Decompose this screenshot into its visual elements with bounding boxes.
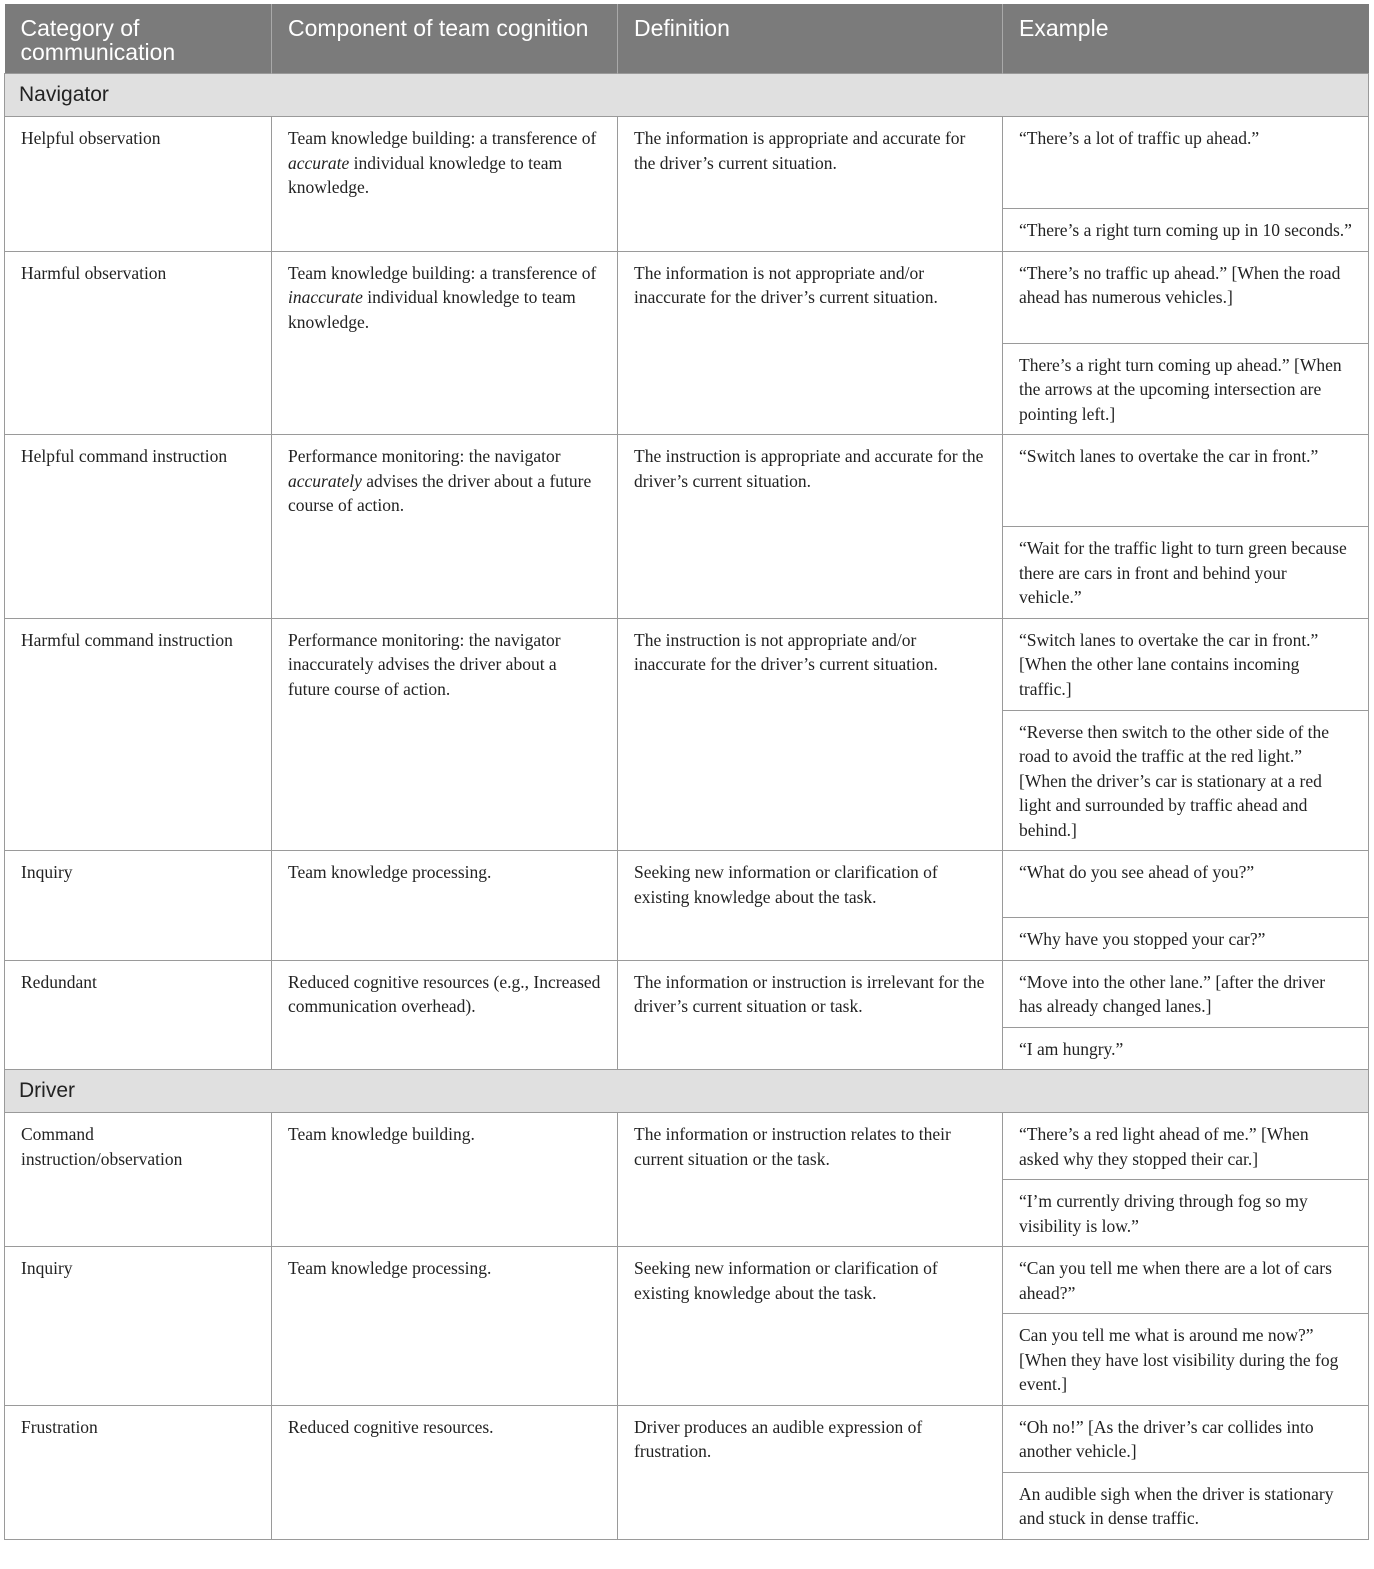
table-row bbox=[5, 618, 1369, 710]
section-row-navigator bbox=[5, 74, 1369, 117]
category-cell: Frustration bbox=[5, 1405, 272, 1539]
example-cell: “There’s no traffic up ahead.” [When the road ahead has numerous vehicles.] bbox=[1003, 251, 1369, 343]
category-cell: Helpful observation bbox=[5, 117, 272, 252]
example-cell: “Oh no!” [As the driver’s car collides into another vehicle.] bbox=[1003, 1405, 1369, 1472]
definition-cell: Seeking new information or clarification of existing knowledge about the task. bbox=[618, 851, 1003, 961]
header-category: Category of communication bbox=[5, 4, 272, 74]
definition-cell: The instruction is not appropriate and/or inaccurate for the driver’s current situation. bbox=[618, 618, 1003, 851]
category-cell: Inquiry bbox=[5, 1247, 272, 1406]
component-cell bbox=[272, 435, 618, 619]
communication-category-table bbox=[4, 4, 1369, 1540]
component-emphasis: inaccurate bbox=[288, 287, 363, 307]
component-cell: Performance monitoring: the navigator inaccurately advises the driver about a future course of action. bbox=[272, 618, 618, 851]
component-text: individual knowledge to team knowledge. bbox=[288, 152, 563, 197]
component-cell: Team knowledge processing. bbox=[272, 1247, 618, 1406]
example-cell: “I am hungry.” bbox=[1003, 1027, 1369, 1070]
table-row bbox=[5, 117, 1369, 209]
example-cell: “Wait for the traffic light to turn green because there are cars in front and behind your vehicle.” bbox=[1003, 527, 1369, 619]
example-cell: “There’s a right turn coming up in 10 seconds.” bbox=[1003, 209, 1369, 252]
component-cell bbox=[272, 251, 618, 435]
example-cell: “There’s a lot of traffic up ahead.” bbox=[1003, 117, 1369, 209]
component-cell bbox=[272, 117, 618, 252]
component-text: advises the driver about a future course of action. bbox=[288, 470, 592, 515]
category-cell: Helpful command instruction bbox=[5, 435, 272, 619]
definition-cell: Seeking new information or clarification of existing knowledge about the task. bbox=[618, 1247, 1003, 1406]
section-label-driver: Driver bbox=[5, 1070, 1369, 1113]
table-row bbox=[5, 251, 1369, 343]
component-cell: Team knowledge processing. bbox=[272, 851, 618, 961]
table-row bbox=[5, 1247, 1369, 1314]
definition-cell: The instruction is appropriate and accurate for the driver’s current situation. bbox=[618, 435, 1003, 619]
table-row bbox=[5, 960, 1369, 1027]
definition-cell: Driver produces an audible expression of frustration. bbox=[618, 1405, 1003, 1539]
component-text: individual knowledge to team knowledge. bbox=[288, 287, 576, 332]
definition-cell: The information is appropriate and accurate for the driver’s current situation. bbox=[618, 117, 1003, 252]
example-cell: “I’m currently driving through fog so my visibility is low.” bbox=[1003, 1180, 1369, 1247]
example-cell: “Why have you stopped your car?” bbox=[1003, 918, 1369, 961]
table-row bbox=[5, 435, 1369, 527]
category-cell: Inquiry bbox=[5, 851, 272, 961]
component-cell: Reduced cognitive resources (e.g., Increased communication overhead). bbox=[272, 960, 618, 1070]
header-definition: Definition bbox=[618, 4, 1003, 74]
example-cell: An audible sigh when the driver is stationary and stuck in dense traffic. bbox=[1003, 1472, 1369, 1539]
example-cell: “Switch lanes to overtake the car in front.” [When the other lane contains incoming traffic.] bbox=[1003, 618, 1369, 710]
category-cell: Harmful observation bbox=[5, 251, 272, 435]
example-cell: “Can you tell me when there are a lot of cars ahead?” bbox=[1003, 1247, 1369, 1314]
example-cell: “What do you see ahead of you?” bbox=[1003, 851, 1369, 918]
header-example: Example bbox=[1003, 4, 1369, 74]
section-row-driver bbox=[5, 1070, 1369, 1113]
component-text: Team knowledge building: a transference of bbox=[288, 128, 597, 148]
example-cell: “There’s a red light ahead of me.” [When asked why they stopped their car.] bbox=[1003, 1113, 1369, 1180]
component-cell: Reduced cognitive resources. bbox=[272, 1405, 618, 1539]
definition-cell: The information or instruction relates to their current situation or the task. bbox=[618, 1113, 1003, 1247]
example-cell: There’s a right turn coming up ahead.” [When the arrows at the upcoming intersection are pointing left.] bbox=[1003, 343, 1369, 435]
table-row bbox=[5, 1405, 1369, 1472]
category-cell: Redundant bbox=[5, 960, 272, 1070]
header-component: Component of team cognition bbox=[272, 4, 618, 74]
header-row bbox=[5, 4, 1369, 74]
section-label-navigator: Navigator bbox=[5, 74, 1369, 117]
definition-cell: The information or instruction is irrelevant for the driver’s current situation or task. bbox=[618, 960, 1003, 1070]
category-cell: Command instruction/observation bbox=[5, 1113, 272, 1247]
component-cell: Team knowledge building. bbox=[272, 1113, 618, 1247]
example-cell: “Switch lanes to overtake the car in front.” bbox=[1003, 435, 1369, 527]
component-emphasis: accurate bbox=[288, 152, 350, 173]
category-cell: Harmful command instruction bbox=[5, 618, 272, 851]
component-text: Team knowledge building: a transference of bbox=[288, 262, 597, 283]
component-emphasis: accurately bbox=[288, 470, 362, 491]
component-text: Performance monitoring: the navigator bbox=[288, 446, 561, 466]
definition-cell: The information is not appropriate and/or inaccurate for the driver’s current situation. bbox=[618, 251, 1003, 435]
example-cell: “Reverse then switch to the other side of the road to avoid the traffic at the red light.” [When the driver’s car is stationary at a red light and surrounded by traffic ahead and behind.] bbox=[1003, 710, 1369, 851]
example-cell: Can you tell me what is around me now?” [When they have lost visibility during the fog event.] bbox=[1003, 1314, 1369, 1406]
table-row bbox=[5, 1113, 1369, 1180]
example-cell: “Move into the other lane.” [after the driver has already changed lanes.] bbox=[1003, 960, 1369, 1027]
table-row bbox=[5, 851, 1369, 918]
